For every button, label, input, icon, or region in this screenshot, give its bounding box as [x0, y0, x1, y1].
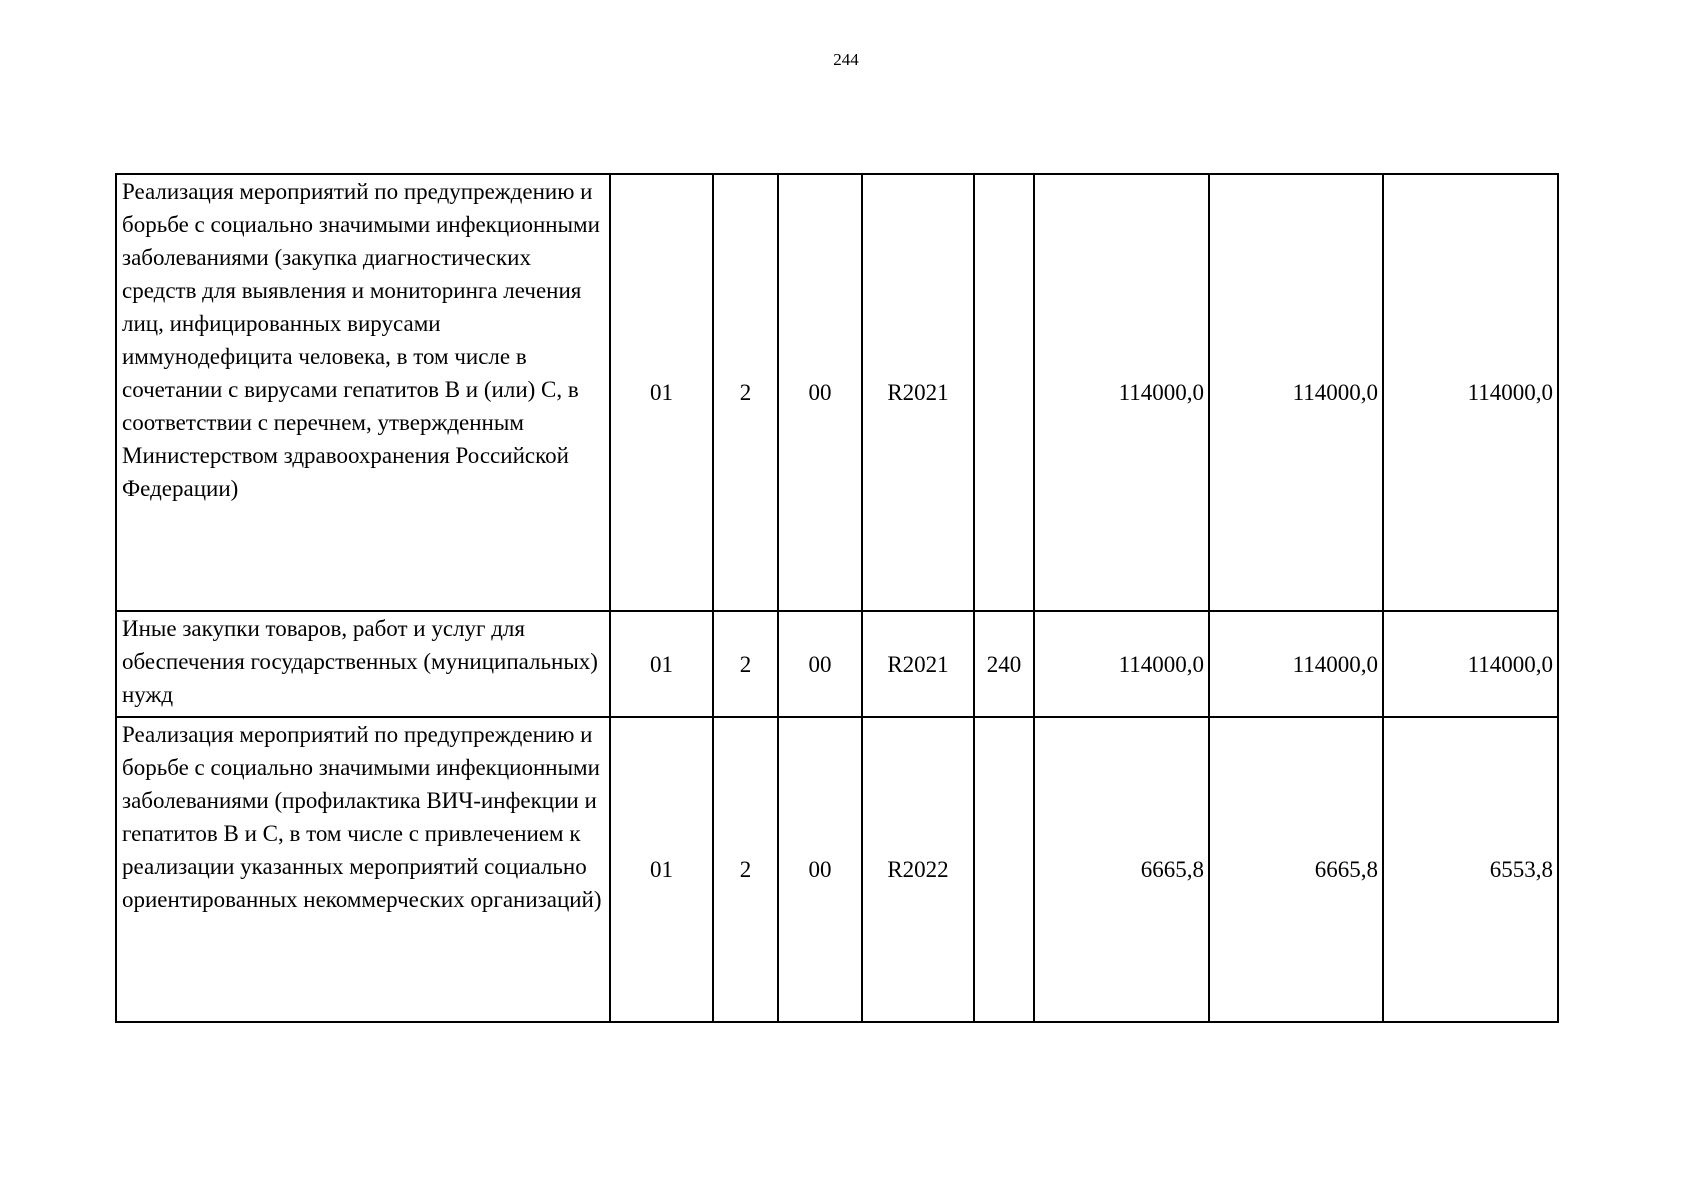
- cell-expense-type: [974, 717, 1034, 1022]
- cell-direction: R2021: [862, 174, 974, 611]
- cell-amount-2: 6665,8: [1209, 717, 1383, 1022]
- cell-amount-3: 6553,8: [1383, 717, 1558, 1022]
- table-row: [116, 717, 1558, 1022]
- cell-amount-2: 114000,0: [1209, 174, 1383, 611]
- cell-amount-2: 114000,0: [1209, 611, 1383, 717]
- cell-subprogram: 2: [713, 611, 778, 717]
- row-description: Реализация мероприятий по предупреждению и борьбе с социально значимыми инфекционными заболеваниями (закупка диагностических средств для выявления и мониторинга лечения лиц, инфицированных вирусами иммунодефицита человека, в том числе в сочетании с вирусами гепатитов В и (или) С, в соответствии с перечнем, утвержденным Министерством здравоохранения Российской Федерации): [116, 174, 610, 611]
- cell-direction: R2022: [862, 717, 974, 1022]
- cell-amount-3: 114000,0: [1383, 174, 1558, 611]
- cell-amount-3: 114000,0: [1383, 611, 1558, 717]
- row-description: Реализация мероприятий по предупреждению и борьбе с социально значимыми инфекционными заболеваниями (профилактика ВИЧ-инфекции и гепатитов В и С, в том числе с привлечением к реализации указанных мероприятий социально ориентированных некоммерческих организаций): [116, 717, 610, 1022]
- cell-expense-type: [974, 174, 1034, 611]
- cell-amount-1: 114000,0: [1034, 174, 1209, 611]
- cell-expense-type: 240: [974, 611, 1034, 717]
- cell-program: 01: [610, 611, 713, 717]
- cell-amount-1: 6665,8: [1034, 717, 1209, 1022]
- table-row: [116, 174, 1558, 611]
- page-number: 244: [833, 50, 859, 69]
- cell-main-activity: 00: [778, 174, 862, 611]
- cell-subprogram: 2: [713, 174, 778, 611]
- budget-table: [115, 173, 1559, 1023]
- table-row: [116, 611, 1558, 717]
- cell-subprogram: 2: [713, 717, 778, 1022]
- row-description: Иные закупки товаров, работ и услуг для обеспечения государственных (муниципальных) нужд: [116, 611, 610, 717]
- cell-program: 01: [610, 174, 713, 611]
- cell-direction: R2021: [862, 611, 974, 717]
- cell-main-activity: 00: [778, 717, 862, 1022]
- cell-program: 01: [610, 717, 713, 1022]
- cell-main-activity: 00: [778, 611, 862, 717]
- cell-amount-1: 114000,0: [1034, 611, 1209, 717]
